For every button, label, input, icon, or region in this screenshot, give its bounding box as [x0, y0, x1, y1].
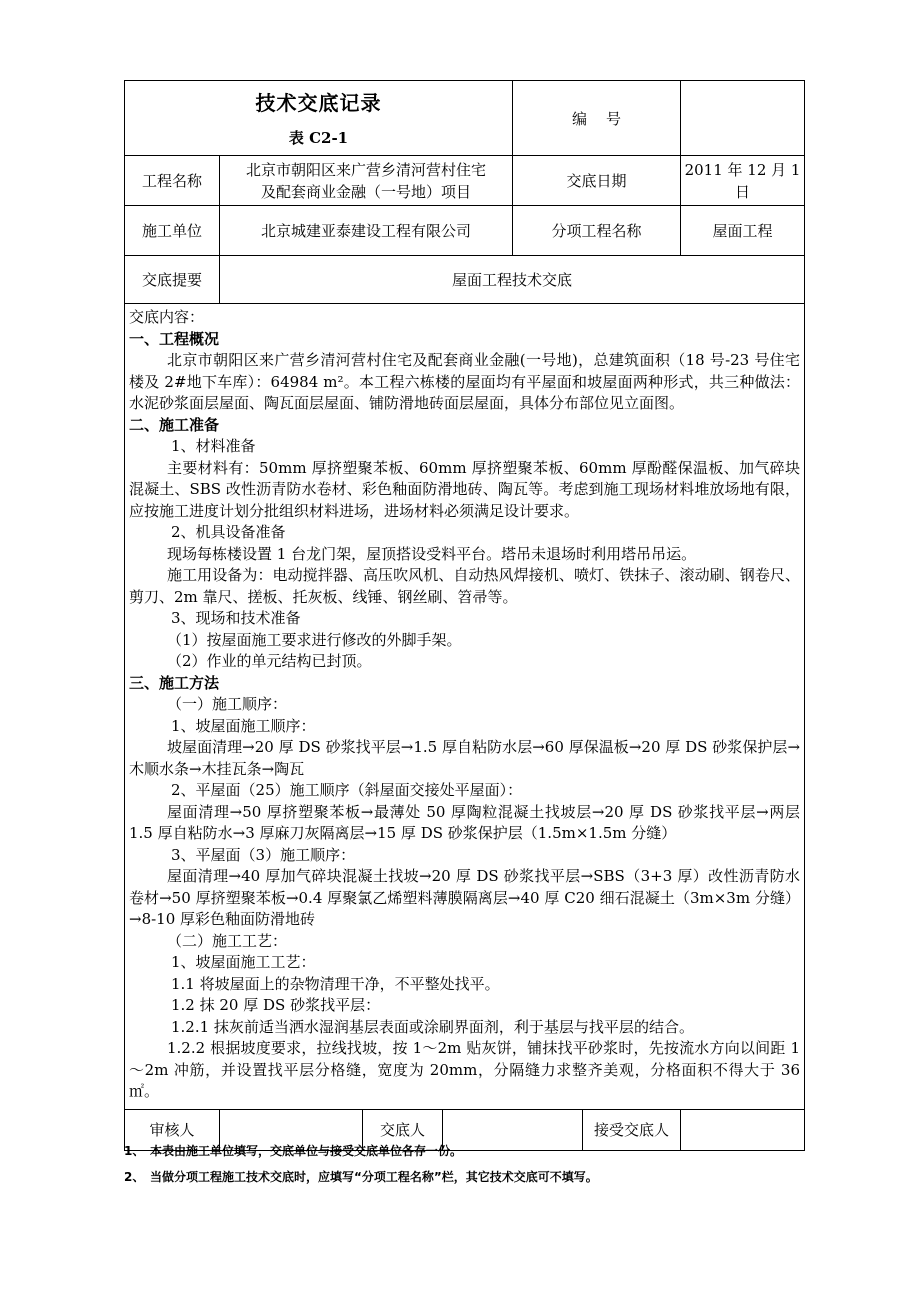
- content-paragraph: 3、现场和技术准备: [171, 609, 301, 627]
- subproject-label: 分项工程名称: [513, 206, 681, 256]
- content-paragraph: （2）作业的单元结构已封顶。: [167, 652, 372, 670]
- content-paragraph: 1.2.2 根据坡度要求，拉线找坡，按 1～2m 贴灰饼，铺抹找平砂浆时，先按流水方向以间距 1～2m 冲筋，并设置找平层分格缝，宽度为 20mm，分隔缝力求整齐美观，分格面积不得大于 36㎡。: [129, 1039, 801, 1100]
- content-paragraph: 1.1 将坡屋面上的杂物清理干净，不平整处找平。: [171, 974, 500, 993]
- subproject-value[interactable]: 屋面工程: [681, 206, 805, 256]
- reviewer-label: 审核人: [125, 1109, 220, 1150]
- number-label: 编 号: [513, 81, 681, 156]
- footnote-number: 1、: [124, 1144, 145, 1158]
- disclosure-form: [124, 80, 804, 1151]
- date-label: 交底日期: [513, 156, 681, 206]
- content-body: [129, 329, 800, 1103]
- date-value[interactable]: 2011 年 12 月 1 日: [681, 156, 805, 206]
- content-paragraph: 1.2 抹 20 厚 DS 砂浆找平层：: [171, 996, 381, 1014]
- form-title: 技术交底记录: [255, 91, 382, 115]
- summary-label: 交底提要: [125, 256, 220, 304]
- section-heading: 二、施工准备: [129, 415, 220, 434]
- content-paragraph: 2、平屋面（25）施工顺序（斜屋面交接处平屋面）：: [171, 781, 523, 799]
- form-table: [124, 80, 805, 1151]
- content-paragraph: 屋面清理→50 厚挤塑聚苯板→最薄处 50 厚陶粒混凝土找坡层→20 厚 DS 砂浆找平层→两层 1.5 厚自粘防水→3 厚麻刀灰隔离层→15 厚 DS 砂浆保护层（1.5m×1.5m 分缝）: [129, 802, 801, 842]
- summary-value[interactable]: 屋面工程技术交底: [220, 256, 805, 304]
- content-paragraph: 坡屋面清理→20 厚 DS 砂浆找平层→1.5 厚自粘防水层→60 厚保温板→20 厚 DS 砂浆保护层→木顺水条→木挂瓦条→陶瓦: [129, 738, 801, 778]
- project-name-label: 工程名称: [125, 156, 220, 206]
- content-intro: 交底内容：: [129, 308, 205, 326]
- receiver-label: 接受交底人: [583, 1109, 681, 1150]
- section-heading: 三、施工方法: [129, 673, 220, 692]
- content-paragraph: 1、材料准备: [171, 437, 256, 455]
- content-paragraph: 主要材料有：50mm 厚挤塑聚苯板、60mm 厚挤塑聚苯板、60mm 厚酚醛保温板、加气碎块混凝土、SBS 改性沥青防水卷材、彩色釉面防滑地砖、陶瓦等。考虑到施工现场材料堆放场地有限，应按施工进度计划分批组织材料进场，进场材料必须满足设计要求。: [129, 458, 801, 520]
- discloser-label: 交底人: [363, 1109, 443, 1150]
- project-name-line1: 北京市朝阳区来广营乡清河营村住宅: [245, 160, 486, 179]
- unit-value[interactable]: 北京城建亚泰建设工程有限公司: [220, 206, 513, 256]
- content-paragraph: （一）施工顺序：: [167, 695, 288, 713]
- footnote-number: 2、: [124, 1170, 145, 1184]
- form-number: 表 C2-1: [288, 129, 349, 147]
- title-cell: [125, 81, 513, 156]
- project-name-line2: 及配套商业金融（一号地）项目: [260, 182, 471, 201]
- content-paragraph: 1.2.1 抹灰前适当洒水湿润基层表面或涂刷界面剂，利于基层与找平层的结合。: [171, 1017, 694, 1036]
- content-cell: [125, 304, 805, 1110]
- content-paragraph: 2、机具设备准备: [171, 523, 286, 541]
- content-paragraph: 北京市朝阳区来广营乡清河营村住宅及配套商业金融(一号地)，总建筑面积（18 号-23 号住宅楼及 2#地下车库）：64984 m²。本工程六栋楼的屋面均有平屋面和坡屋面两种形式，共三种做法：水泥砂浆面层屋面、陶瓦面层屋面、铺防滑地砖面层屋面，具体分布部位见立面图。: [129, 351, 801, 412]
- content-paragraph: （二）施工工艺：: [167, 931, 288, 950]
- content-paragraph: 现场每栋楼设置 1 台龙门架，屋顶搭设受料平台。塔吊未退场时利用塔吊吊运。: [167, 544, 697, 563]
- content-paragraph: 屋面清理→40 厚加气碎块混凝土找坡→20 厚 DS 砂浆找平层→SBS（3+3 厚）改性沥青防水卷材→50 厚挤塑聚苯板→0.4 厚聚氯乙烯塑料薄膜隔离层→40 厚 C20 细石混凝土（3m×3m 分缝）→8-10 厚彩色釉面防滑地砖: [129, 867, 801, 928]
- unit-label: 施工单位: [125, 206, 220, 256]
- content-paragraph: 1、坡屋面施工顺序：: [171, 716, 316, 735]
- content-paragraph: 3、平屋面（3）施工顺序：: [171, 845, 356, 864]
- content-paragraph: 施工用设备为：电动搅拌器、高压吹风机、自动热风焊接机、喷灯、铁抹子、滚动刷、钢卷尺、剪刀、2m 靠尺、搓板、托灰板、线锤、钢丝刷、笤帚等。: [129, 566, 801, 606]
- project-name-value: [220, 156, 513, 206]
- footnote: [124, 1144, 824, 1170]
- footnotes: [124, 1144, 824, 1196]
- content-paragraph: 1、坡屋面施工工艺：: [171, 953, 316, 971]
- section-heading: 一、工程概况: [129, 329, 220, 348]
- footnote-text: 本表由施工单位填写，交底单位与接受交底单位各存一份。: [150, 1144, 463, 1158]
- number-value[interactable]: [681, 81, 805, 156]
- footnote-text: 当做分项工程施工技术交底时，应填写“分项工程名称”栏，其它技术交底可不填写。: [150, 1170, 598, 1184]
- content-paragraph: （1）按屋面施工要求进行修改的外脚手架。: [167, 630, 462, 649]
- footnote: [124, 1170, 824, 1196]
